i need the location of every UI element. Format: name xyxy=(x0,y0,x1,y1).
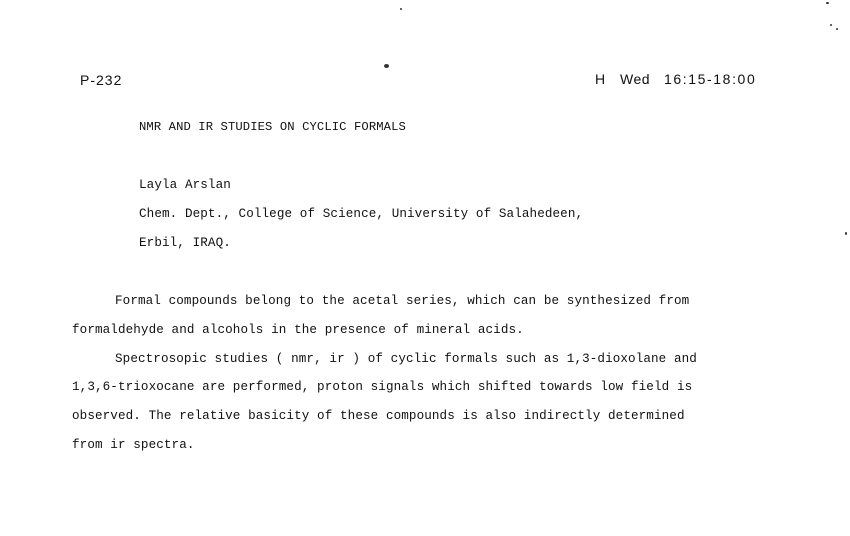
scan-speck xyxy=(836,28,838,30)
affiliation-line-1: Chem. Dept., College of Science, University of Salahedeen, xyxy=(139,207,584,221)
scan-speck xyxy=(400,8,402,10)
paper-title: NMR AND IR STUDIES ON CYCLIC FORMALS xyxy=(139,120,406,134)
abstract-line-1: Formal compounds belong to the acetal series, which can be synthesized from xyxy=(115,294,690,308)
abstract-line-2: formaldehyde and alcohols in the presence of mineral acids. xyxy=(72,323,524,337)
abstract-line-4: 1,3,6-trioxocane are performed, proton signals which shifted towards low field is xyxy=(72,380,693,394)
affiliation-line-2: Erbil, IRAQ. xyxy=(139,236,231,250)
session-day: Wed xyxy=(620,71,651,87)
scan-speck xyxy=(845,232,847,235)
abstract-line-6: from ir spectra. xyxy=(72,438,195,452)
scan-speck xyxy=(826,2,829,4)
paper-id: P-232 xyxy=(80,72,123,88)
session-code: H xyxy=(595,71,607,87)
abstract-line-5: observed. The relative basicity of these compounds is also indirectly determined xyxy=(72,409,685,423)
scan-speck xyxy=(830,24,832,26)
abstract-line-3: Spectrosopic studies ( nmr, ir ) of cyclic formals such as 1,3-dioxolane and xyxy=(115,352,697,366)
session-time: 16:15-18:00 xyxy=(664,71,757,87)
scan-speck xyxy=(384,64,389,68)
author-name: Layla Arslan xyxy=(139,178,231,192)
